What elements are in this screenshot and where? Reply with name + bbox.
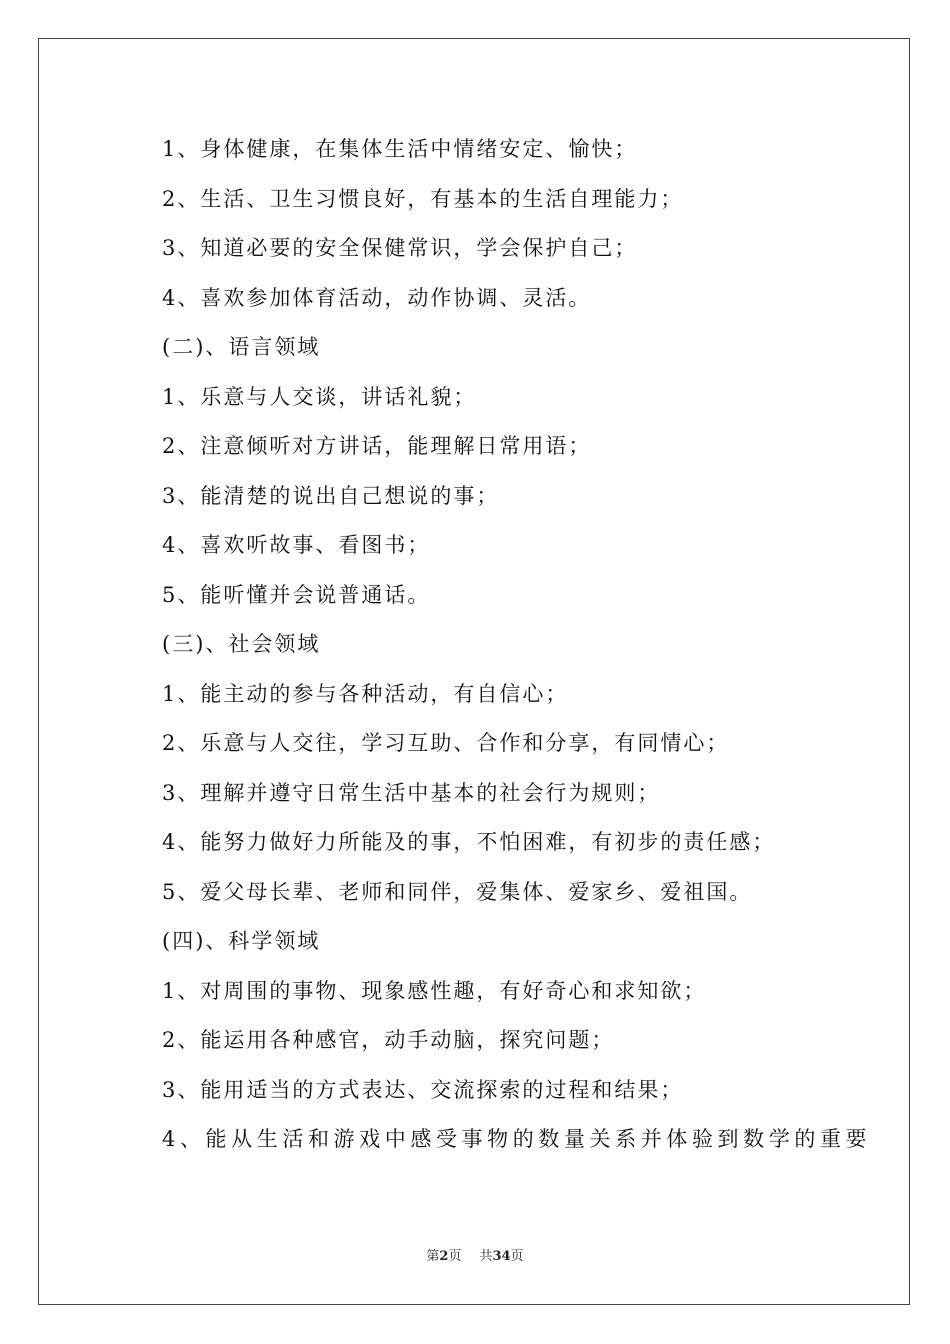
footer-page-number: 2 xyxy=(439,1249,449,1264)
footer-total-pages: 34 xyxy=(492,1249,511,1264)
paragraph-line: 2、能运用各种感官，动手动脑，探究问题； xyxy=(162,1028,615,1052)
section-heading: (三)、社会领域 xyxy=(162,632,321,656)
paragraph-line: 2、生活、卫生习惯良好，有基本的生活自理能力； xyxy=(162,186,684,211)
paragraph-line: 3、能清楚的说出自己想说的事； xyxy=(162,483,500,508)
paragraph-line: 1、乐意与人交谈，讲话礼貌； xyxy=(162,384,477,409)
paragraph-line: 4、喜欢听故事、看图书； xyxy=(162,533,431,557)
document-body xyxy=(162,128,872,1168)
paragraph-line: 4、能努力做好力所能及的事，不怕困难，有初步的责任感； xyxy=(162,830,776,854)
footer-page-suffix: 页 xyxy=(448,1249,462,1264)
footer-total-prefix: 共 xyxy=(479,1249,493,1264)
footer-total-suffix: 页 xyxy=(510,1249,524,1264)
paragraph-line: 2、乐意与人交往，学习互助、合作和分享，有同情心； xyxy=(162,731,730,755)
paragraph-line: 3、理解并遵守日常生活中基本的社会行为规则； xyxy=(162,780,661,805)
paragraph-line: 1、能主动的参与各种活动，有自信心； xyxy=(162,681,569,706)
paragraph-line: 4、喜欢参加体育活动，动作协调、灵活。 xyxy=(162,285,592,310)
section-heading: (四)、科学领域 xyxy=(162,929,321,953)
paragraph-line: 3、知道必要的安全保健常识，学会保护自己； xyxy=(162,236,638,260)
page-footer xyxy=(0,1248,950,1266)
paragraph-line: 3、能用适当的方式表达、交流探索的过程和结果； xyxy=(162,1077,684,1102)
paragraph-line: 1、身体健康，在集体生活中情绪安定、愉快； xyxy=(162,137,638,161)
paragraph-line: 1、对周围的事物、现象感性趣，有好奇心和求知欲； xyxy=(162,978,707,1003)
paragraph-line: 4、能从生活和游戏中感受事物的数量关系并体验到数学的重要 xyxy=(162,1127,872,1151)
paragraph-line: 5、爱父母长辈、老师和同伴，爱集体、爱家乡、爱祖国。 xyxy=(162,879,753,904)
footer-page-prefix: 第 xyxy=(426,1249,440,1264)
paragraph-line: 2、注意倾听对方讲话，能理解日常用语； xyxy=(162,434,592,458)
paragraph-line: 5、能听懂并会说普通话。 xyxy=(162,582,431,607)
section-heading: (二)、语言领域 xyxy=(162,335,321,359)
